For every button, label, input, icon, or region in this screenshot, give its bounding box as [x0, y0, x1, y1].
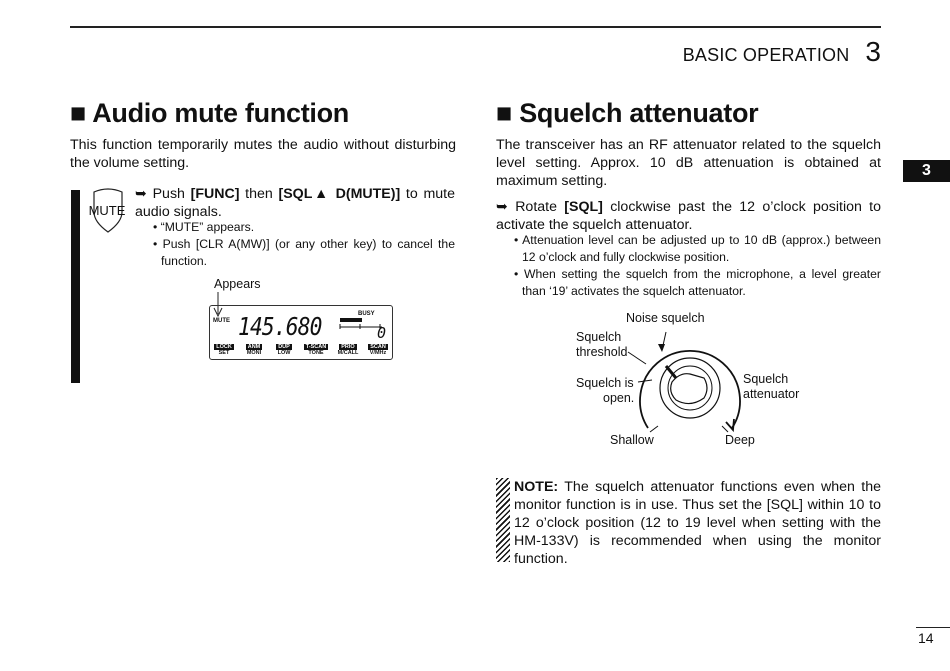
audio-mute-intro: This function temporarily mutes the audio without disturbing the volume setting. [70, 137, 456, 171]
note-label: NOTE: [514, 479, 559, 495]
squelch-attenuator-label-1: Squelch [743, 372, 789, 386]
mute-key-label: MUTE [88, 203, 126, 218]
lcd-frequency: 145.680 [238, 312, 322, 341]
step-arrow-icon: ➥ [135, 186, 147, 202]
lcd-key-anm: ANM MONI [246, 344, 262, 356]
squelch-step: ➥ Rotate [SQL] clockwise past the 12 o’clock position to activate the squelch attenuator. [496, 199, 882, 233]
step-arrow-icon: ➥ [496, 199, 508, 215]
page-number: 14 [918, 630, 934, 646]
bullet-item: • When setting the squelch from the microphone, a level greater than ‘19’ activates the squelch attenuator. [514, 267, 881, 298]
squelch-attenuator-label-2: attenuator [743, 387, 800, 401]
lcd-channel: 0 [377, 324, 387, 342]
chapter-tab: 3 [903, 160, 950, 182]
section-title: BASIC OPERATION [682, 45, 850, 65]
note-text: The squelch attenuator functions even when the monitor function is in use. Thus set the [SQL] within 10 to 12 o’clock position (12 to 19 level when setting with the HM-133V) is recommended when using the monitor function. [514, 479, 881, 567]
lcd-key-prio: PRIO M/CALL [337, 344, 359, 356]
section-bar [71, 190, 80, 383]
footer-rule [916, 627, 950, 628]
deep-label: Deep [725, 433, 755, 447]
lcd-display [209, 305, 393, 360]
squelch-attenuator-heading: ■ Squelch attenuator [496, 98, 759, 128]
running-header [683, 36, 881, 68]
noise-squelch-label: Noise squelch [626, 311, 705, 325]
note-hatch-icon [496, 478, 510, 562]
lcd-key-scan: SCAN V/MHz [369, 344, 387, 356]
bullet-item: • Push [CLR A(MW)] (or any other key) to cancel the function. [153, 237, 455, 268]
bullet-item: • Attenuation level can be adjusted up to 10 dB (approx.) between 12 o’clock and fully clockwise position. [514, 233, 881, 264]
squelch-open-label-1: Squelch is [576, 376, 634, 390]
lcd-key-dup: DUP LOW [277, 344, 291, 356]
sql-key: [SQL] [564, 199, 603, 215]
lcd-busy-indicator: BUSY [358, 311, 375, 317]
squelch-bullets [514, 232, 881, 300]
audio-mute-heading: ■ Audio mute function [70, 98, 349, 128]
shallow-label: Shallow [610, 433, 654, 447]
sql-dial-diagram [600, 320, 760, 440]
chapter-number: 3 [865, 36, 881, 67]
mute-bullets [153, 219, 455, 270]
squelch-open-label-2: open. [603, 391, 635, 405]
squelch-threshold-label-1: Squelch [576, 330, 622, 344]
sql-mute-key: [SQL▲ D(MUTE)] [278, 186, 401, 202]
note-block [514, 478, 881, 568]
bullet-item: • “MUTE” appears. [153, 220, 255, 234]
header-rule [70, 26, 881, 28]
mute-step: ➥ Push [FUNC] then [SQL▲ D(MUTE)] to mute audio signals. [135, 186, 455, 220]
squelch-intro: The transceiver has an RF attenuator related to the squelch level setting. Approx. 10 dB attenuation is obtained at maximum setting. [496, 137, 881, 189]
lcd-mute-indicator: MUTE [213, 318, 230, 324]
appears-label: Appears [214, 277, 261, 291]
lcd-key-tscan: T-SCAN TONE [305, 344, 327, 356]
squelch-threshold-label-2: threshold [576, 345, 628, 359]
func-key: [FUNC] [190, 186, 240, 202]
lcd-key-lock: LOCK SET [216, 344, 232, 356]
